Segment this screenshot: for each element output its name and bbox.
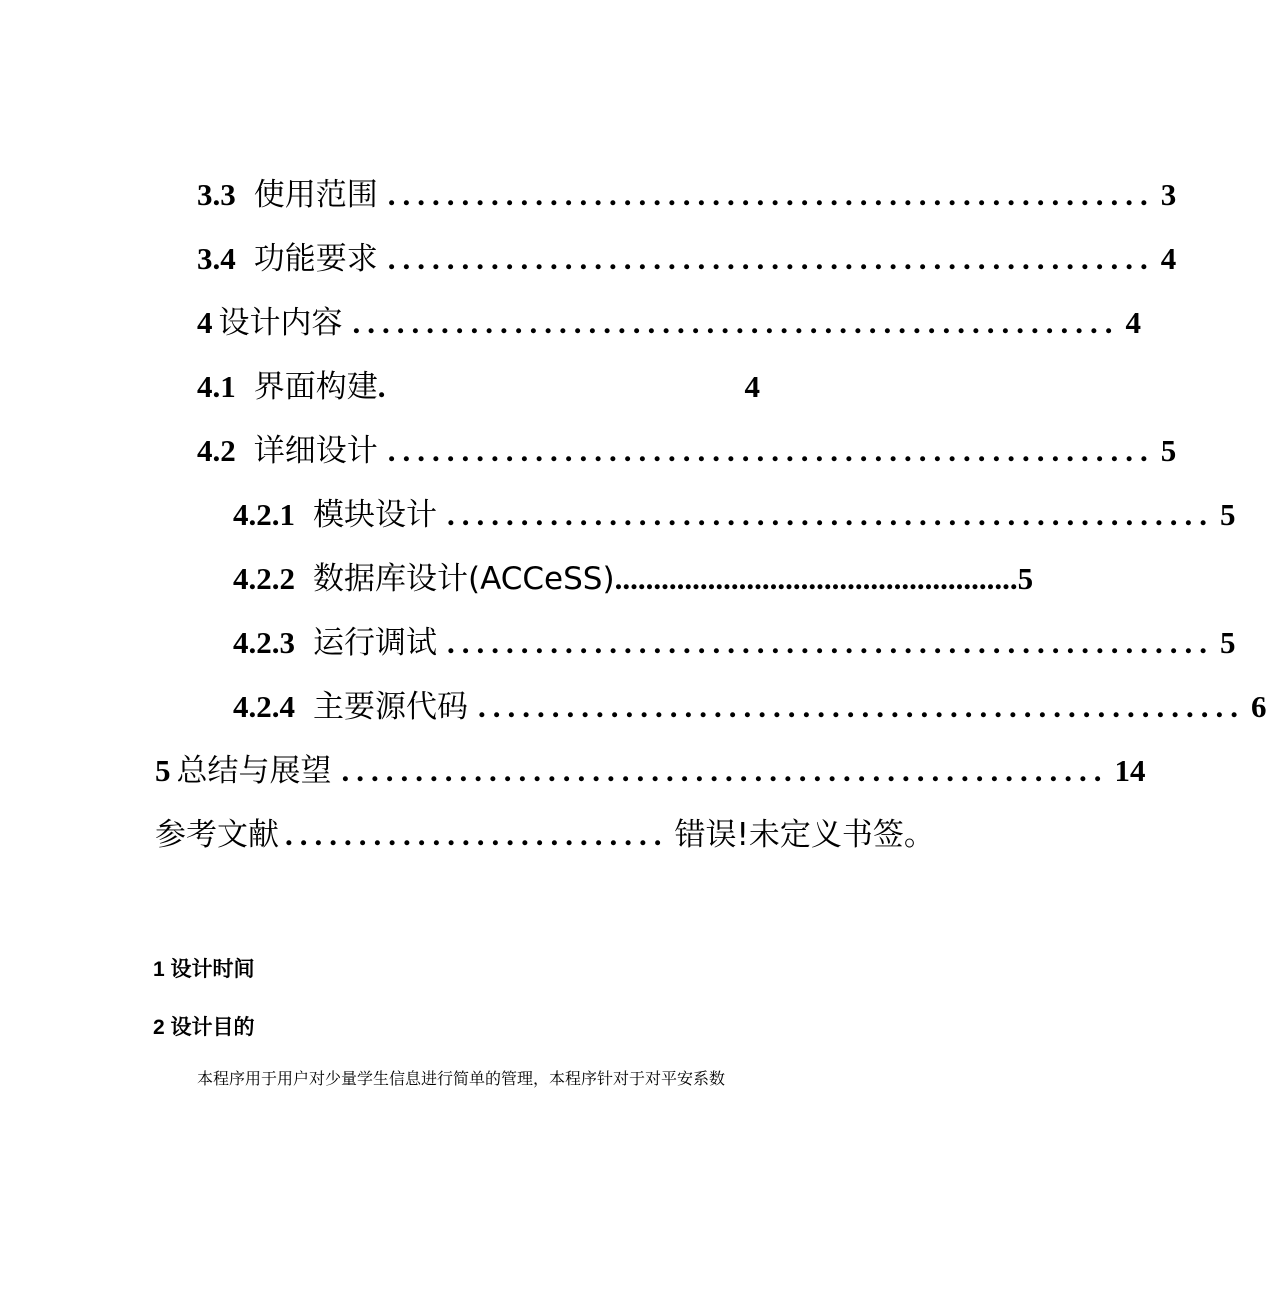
toc-entry-3-3[interactable] xyxy=(197,170,1177,220)
section-heading-2 xyxy=(153,1012,255,1043)
section-number: 2 xyxy=(153,1016,165,1039)
toc-title: 设计内容 xyxy=(218,305,343,341)
toc-title: 界面构建 xyxy=(253,369,378,405)
toc-entry-4-1[interactable] xyxy=(197,362,760,412)
toc-title: 数据库设计(ACCeSS) xyxy=(313,561,615,597)
toc-number: 4.2.4 xyxy=(233,689,295,724)
toc-title: 主要源代码 xyxy=(313,689,468,725)
toc-dot-leader: .................................................... xyxy=(447,497,1214,532)
toc-title: 参考文献 xyxy=(155,817,279,853)
toc-title: 运行调试 xyxy=(313,625,437,661)
toc-dot-leader: .................................................... xyxy=(341,753,1109,788)
toc-bookmark-error: 错误!未定义书签。 xyxy=(674,817,935,853)
toc-number: 5 xyxy=(155,753,171,788)
toc-dot-leader: .................................................... xyxy=(447,625,1214,660)
toc-page-number: 4 xyxy=(1125,305,1141,340)
toc-page-number: 14 xyxy=(1114,753,1146,788)
toc-title: 总结与展望 xyxy=(176,753,332,789)
toc-number: 4.1 xyxy=(197,369,236,404)
toc-page-number: 4 xyxy=(1160,241,1177,276)
toc-page-number: 3 xyxy=(1160,177,1177,212)
toc-number: 3.3 xyxy=(197,177,236,212)
toc-entry-3-4[interactable] xyxy=(197,234,1177,284)
toc-entry-4-2-3[interactable] xyxy=(233,618,1236,668)
toc-entry-4-2-1[interactable] xyxy=(233,490,1236,540)
toc-dot-leader: .................................................... xyxy=(478,689,1245,724)
toc-number: 3.4 xyxy=(197,241,236,276)
toc-entry-4-2[interactable] xyxy=(197,426,1177,476)
section-title: 设计目的 xyxy=(170,1015,255,1039)
toc-entry-4[interactable] xyxy=(197,298,1141,348)
section-number: 1 xyxy=(153,958,165,981)
toc-entry-5[interactable] xyxy=(155,746,1146,796)
section-title: 设计时间 xyxy=(170,957,255,981)
toc-dot-leader: . xyxy=(377,369,388,404)
toc-number: 4.2.1 xyxy=(233,497,295,532)
toc-dot-leader: .................................................... xyxy=(614,561,1018,596)
toc-dot-leader: .................................................... xyxy=(387,177,1155,212)
toc-page-number: 5 xyxy=(1220,497,1236,532)
toc-dot-leader: .................................................... xyxy=(387,241,1155,276)
toc-page-number: 4 xyxy=(744,369,760,404)
toc-entry-4-2-2[interactable] xyxy=(233,554,1034,604)
toc-number: 4.2.2 xyxy=(233,561,295,596)
toc-page-number: 5 xyxy=(1160,433,1177,468)
body-paragraph: 本程序用于用户对少量学生信息进行简单的管理，本程序针对于对平安系数 xyxy=(197,1069,726,1088)
toc-dot-leader: .................................................... xyxy=(387,433,1155,468)
toc-number: 4.2 xyxy=(197,433,236,468)
toc-title: 功能要求 xyxy=(253,241,378,277)
toc-dot-leader: .......................... xyxy=(285,817,669,852)
toc-page-number: 5 xyxy=(1017,561,1034,596)
toc-title: 详细设计 xyxy=(253,433,378,469)
toc-dot-leader: .................................................... xyxy=(352,305,1120,340)
toc-number: 4 xyxy=(197,305,213,340)
toc-number: 4.2.3 xyxy=(233,625,295,660)
toc-page-number: 5 xyxy=(1220,625,1236,660)
section-heading-1 xyxy=(153,954,255,985)
toc-page-number: 6 xyxy=(1251,689,1267,724)
toc-entry-references[interactable] xyxy=(155,810,935,860)
toc-title: 模块设计 xyxy=(313,497,437,533)
toc-entry-4-2-4[interactable] xyxy=(233,682,1267,732)
toc-title: 使用范围 xyxy=(253,177,378,213)
